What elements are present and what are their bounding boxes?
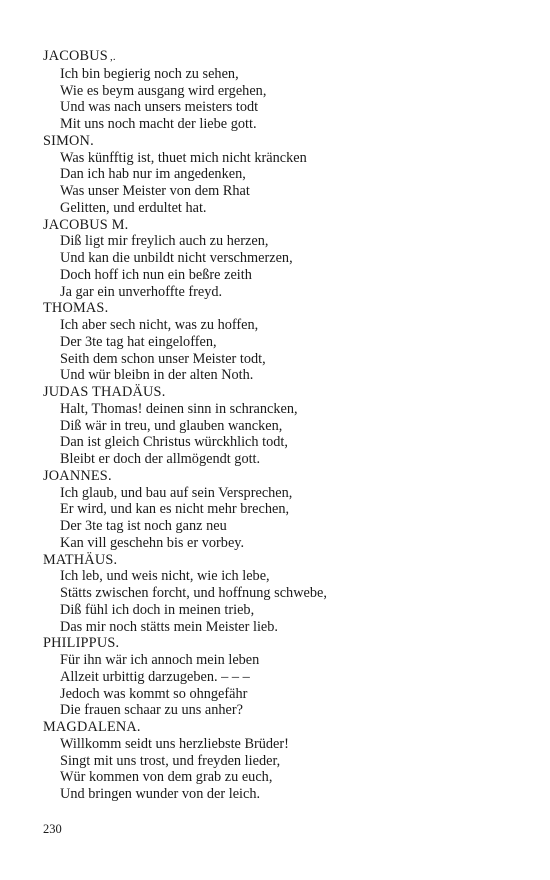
verse-line: Mit uns noch macht der liebe gott. <box>60 116 257 132</box>
verse-line: Er wird, und kan es nicht mehr brechen, <box>60 501 290 518</box>
verse-line: Der 3te tag ist noch ganz neu <box>60 518 227 534</box>
speaker-name: MATHÄUS. <box>43 551 118 568</box>
verse-line: Und was nach unsers meisters todt <box>60 99 259 116</box>
speaker-name: JACOBUS ,. <box>43 48 116 64</box>
speaker-name: SIMON. <box>43 132 94 149</box>
speech-block <box>43 552 523 636</box>
speech-block <box>43 300 523 384</box>
verse-line: Kan vill geschehn bis er vorbey. <box>60 534 245 551</box>
speaker-name: JOANNES. <box>43 467 112 484</box>
verse-line: Dan ich hab nur im angedenken, <box>60 166 246 183</box>
verse-line: Wür kommen von dem grab zu euch, <box>60 769 273 786</box>
verse-line: Jedoch was kommt so ohngefähr <box>60 685 248 702</box>
verse-line: Gelitten, und erdultet hat. <box>60 199 207 216</box>
speech-block <box>43 719 523 803</box>
verse-line: Allzeit urbittig darzugeben. – – – <box>60 668 250 685</box>
verse-line: Ich leb, und weis nicht, wie ich lebe, <box>60 568 270 585</box>
speech-block <box>43 217 523 301</box>
speech-block <box>43 468 523 552</box>
verse-line: Und bringen wunder von der leich. <box>60 786 261 802</box>
speech-block <box>43 635 523 719</box>
page-text <box>43 48 523 803</box>
verse-line: Halt, Thomas! deinen sinn in schrancken, <box>60 400 298 417</box>
verse-line: Und wür bleibn in der alten Noth. <box>60 367 254 384</box>
page-number: 230 <box>43 822 62 836</box>
verse-line: Doch hoff ich nun ein beßre zeith <box>60 266 252 283</box>
verse-line: Wie es beym ausgang wird ergehen, <box>60 82 267 99</box>
verse-line: Ja gar ein unverhoffte freyd. <box>60 283 223 300</box>
verse-line: Und kan die unbildt nicht verschmerzen, <box>60 250 293 266</box>
verse-line: Willkomm seidt uns herzliebste Brüder! <box>60 735 289 752</box>
speech-block <box>43 133 523 217</box>
verse-line: Diß ligt mir freylich auch zu herzen, <box>60 233 269 250</box>
verse-line: Was unser Meister von dem Rhat <box>60 183 250 199</box>
speaker-name: JACOBUS M. <box>43 216 129 233</box>
verse-line: Ich bin begierig noch zu sehen, <box>60 65 239 82</box>
verse-line: Dan ist gleich Christus würckhlich todt, <box>60 434 288 451</box>
verse-line: Das mir noch stätts mein Meister lieb. <box>60 618 278 635</box>
speaker-name: PHILIPPUS. <box>43 635 120 652</box>
verse-line: Seith dem schon unser Meister todt, <box>60 350 266 367</box>
verse-line: Ich aber sech nicht, was zu hoffen, <box>60 317 259 333</box>
verse-line: Singt mit uns trost, und freyden lieder, <box>60 752 281 769</box>
verse-line: Stätts zwischen forcht, und hoffnung schwebe, <box>60 585 327 601</box>
speaker-name: THOMAS. <box>43 300 109 317</box>
verse-line: Ich glaub, und bau auf sein Versprechen, <box>60 484 293 501</box>
speaker-name: MAGDALENA. <box>43 719 141 735</box>
verse-line: Der 3te tag hat eingeloffen, <box>60 333 217 350</box>
verse-line: Was künfftig ist, thuet mich nicht kräncken <box>60 149 307 166</box>
verse-line: Die frauen schaar zu uns anher? <box>60 702 243 719</box>
speaker-name: JUDAS THADÄUS. <box>43 384 166 400</box>
speech-block <box>43 384 523 468</box>
verse-line: Diß fühl ich doch in meinen trieb, <box>60 601 255 618</box>
verse-line: Bleibt er doch der allmögendt gott. <box>60 451 261 467</box>
speech-block <box>43 48 523 133</box>
speaker-mark: ,. <box>109 51 116 63</box>
verse-line: Diß wär in treu, und glauben wancken, <box>60 417 283 434</box>
verse-line: Für ihn wär ich annoch mein leben <box>60 652 260 668</box>
